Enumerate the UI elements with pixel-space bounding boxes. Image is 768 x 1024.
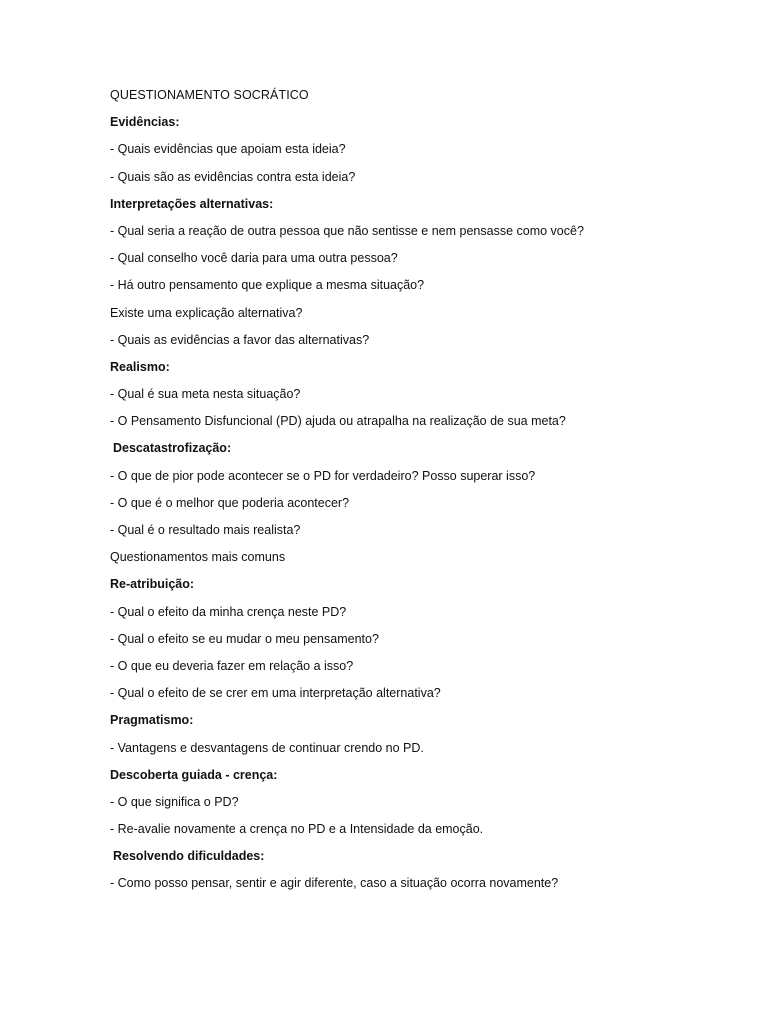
section-heading: Evidências: (110, 115, 180, 130)
text-line: - Qual o efeito de se crer em uma interpretação alternativa? (110, 686, 441, 701)
section-heading: Resolvendo dificuldades: (113, 849, 265, 864)
text-line: Questionamentos mais comuns (110, 550, 286, 565)
text-line: - Qual conselho você daria para uma outra pessoa? (110, 251, 398, 266)
text-line: - Qual é sua meta nesta situação? (110, 387, 301, 402)
text-line: - Re-avalie novamente a crença no PD e a Intensidade da emoção. (110, 822, 484, 837)
text-line: - Como posso pensar, sentir e agir diferente, caso a situação ocorra novamente? (110, 876, 559, 891)
text-line: - O que de pior pode acontecer se o PD for verdadeiro? Posso superar isso? (110, 468, 536, 483)
text-line: - O que eu deveria fazer em relação a isso? (110, 658, 354, 673)
document-title: QUESTIONAMENTO SOCRÁTICO (110, 88, 309, 102)
text-line: - Há outro pensamento que explique a mesma situação? (110, 278, 425, 293)
text-line: - Qual o efeito da minha crença neste PD? (110, 604, 347, 619)
section-heading: Descoberta guiada - crença: (110, 767, 278, 782)
section-heading: Pragmatismo: (110, 713, 194, 728)
text-line: - Quais as evidências a favor das alternativas? (110, 332, 370, 347)
section-heading: Descatastrofização: (113, 441, 232, 456)
section-heading: Re-atribuição: (110, 577, 195, 592)
text-line: - Qual é o resultado mais realista? (110, 523, 301, 537)
document-lines (110, 113, 730, 901)
text-line: Existe uma explicação alternativa? (110, 305, 303, 320)
text-line: - Qual o efeito se eu mudar o meu pensamento? (110, 631, 379, 646)
text-line: - O Pensamento Disfuncional (PD) ajuda ou atrapalha na realização de sua meta? (110, 414, 566, 429)
text-line: - Quais evidências que apoiam esta ideia? (110, 142, 346, 157)
section-heading: Interpretações alternativas: (110, 196, 274, 211)
document-body (110, 86, 730, 902)
text-line: - O que significa o PD? (110, 794, 239, 809)
text-line: - O que é o melhor que poderia acontecer? (110, 495, 350, 510)
text-line: - Qual seria a reação de outra pessoa que não sentisse e nem pensasse como você? (110, 223, 584, 238)
text-line: - Vantagens e desvantagens de continuar crendo no PD. (110, 740, 424, 755)
section-heading: Realismo: (110, 359, 170, 374)
text-line: - Quais são as evidências contra esta ideia? (110, 169, 356, 184)
